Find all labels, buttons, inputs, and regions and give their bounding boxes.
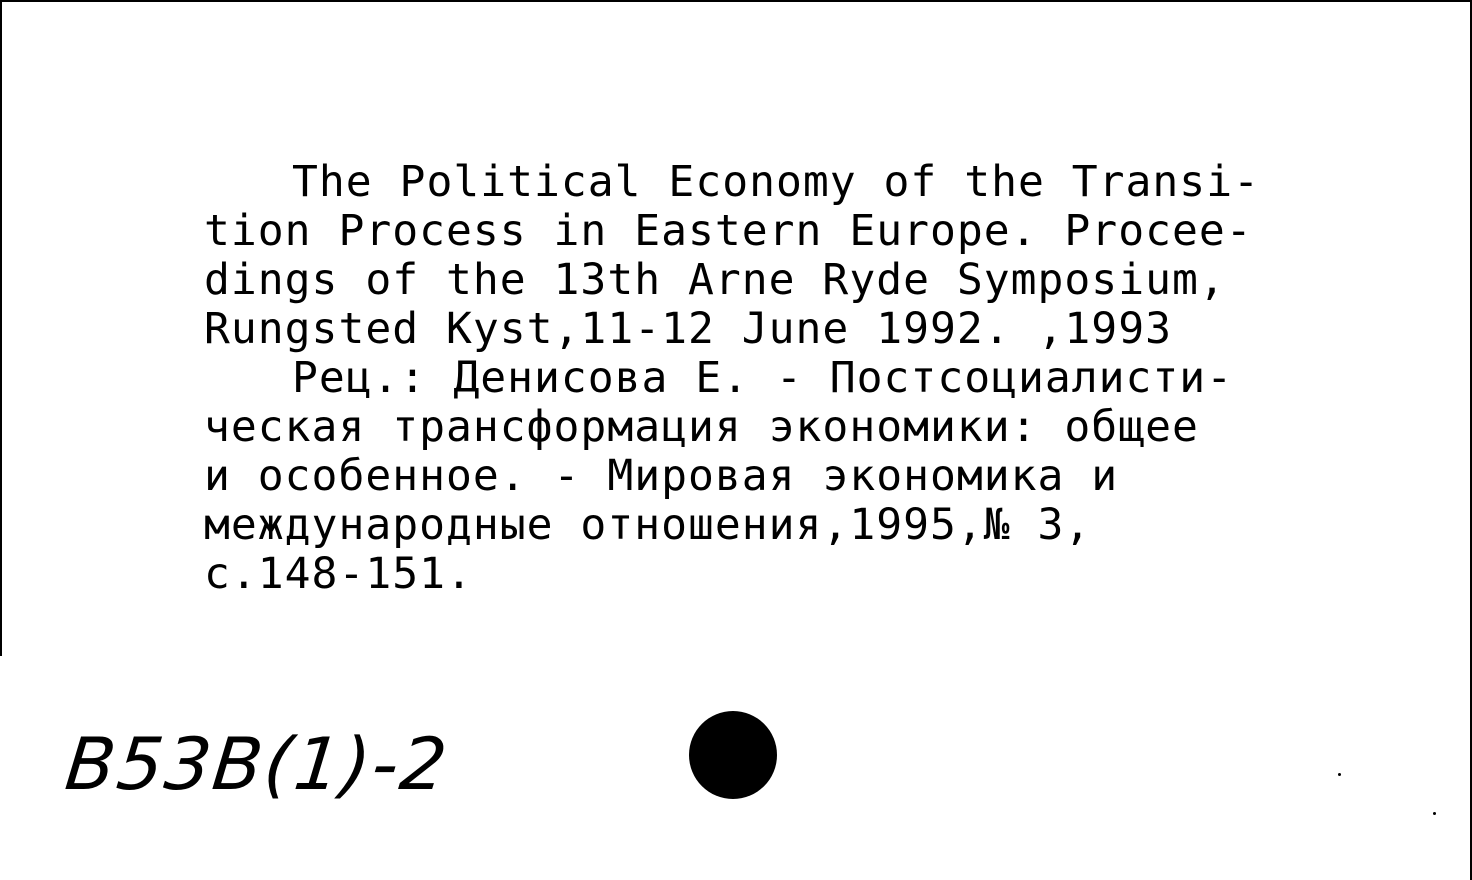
entry-line-3: dings of the 13th Arne Ryde Symposium,: [204, 255, 1226, 305]
card-left-edge: [0, 0, 2, 656]
punch-hole: [689, 711, 777, 799]
review-line-4: международные отношения,1995,№ 3,: [204, 500, 1092, 550]
entry-line-1: The Political Economy of the Transi-: [292, 157, 1260, 207]
entry-line-4: Rungsted Kyst,11-12 June 1992. ,1993: [204, 304, 1172, 354]
dust-speck: [1338, 773, 1341, 776]
dust-speck: [1433, 812, 1436, 815]
handwritten-shelfmark: B53B(1)-2: [61, 722, 453, 806]
review-line-2: ческая трансформация экономики: общее: [204, 402, 1199, 452]
entry-line-2: tion Process in Eastern Europe. Procee-: [204, 206, 1253, 256]
card-top-edge: [0, 0, 1472, 2]
review-line-3: и особенное. - Мировая экономика и: [204, 451, 1119, 501]
review-line-1: Рец.: Денисова Е. - Постсоциалисти-: [292, 353, 1234, 403]
review-line-5: с.148-151.: [204, 549, 473, 599]
bibliographic-entry: [204, 158, 1384, 599]
